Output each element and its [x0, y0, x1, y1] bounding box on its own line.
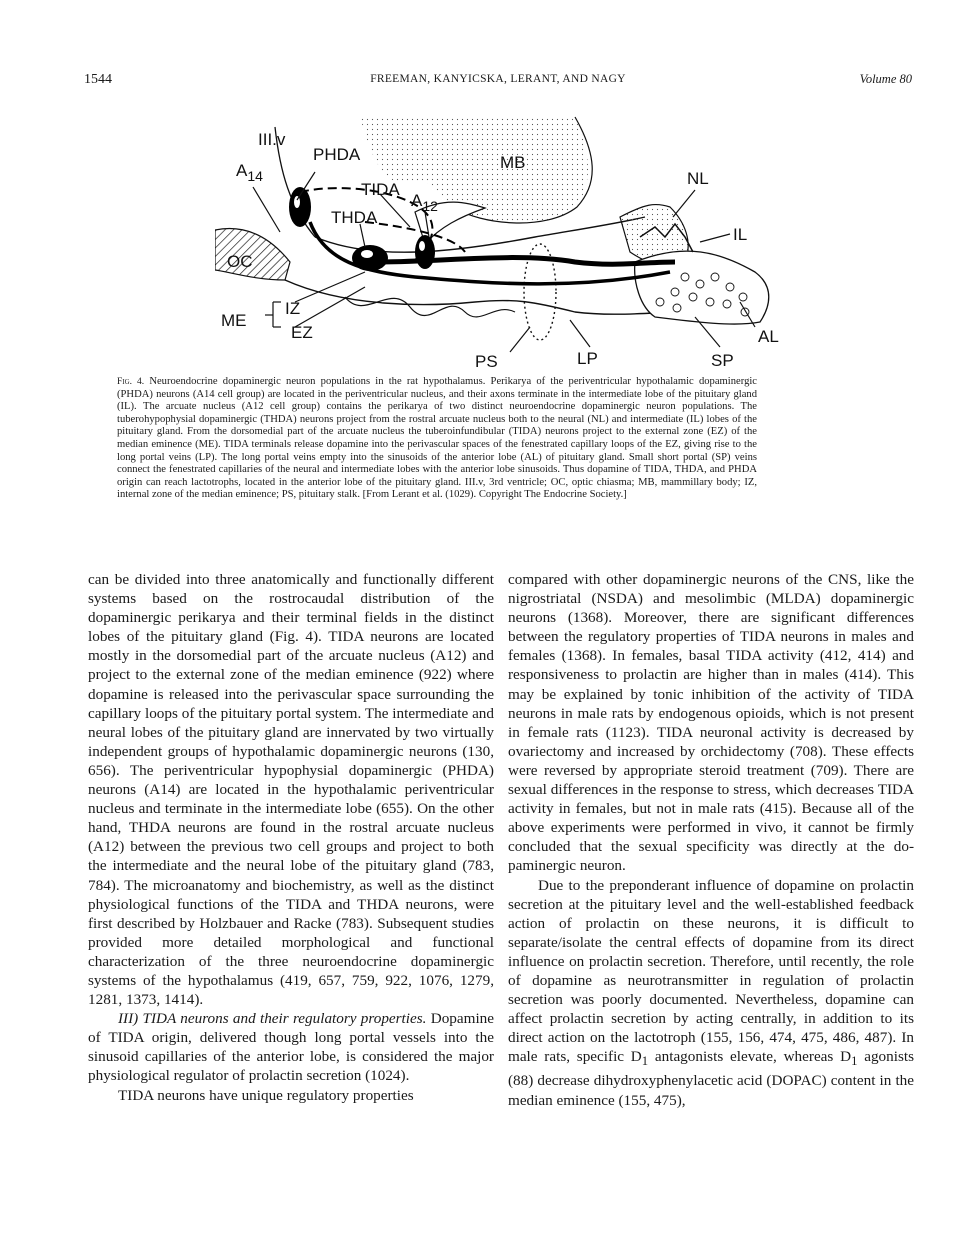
- label-lp: LP: [577, 349, 598, 368]
- label-oc: OC: [227, 252, 253, 271]
- label-al: AL: [758, 327, 779, 346]
- label-ez: EZ: [291, 323, 313, 342]
- figure-caption: [117, 376, 757, 502]
- running-head-volume: Volume 80: [859, 72, 912, 86]
- tida-neuron-highlight: [419, 241, 425, 251]
- label-thda: THDA: [331, 208, 378, 227]
- right-column: [508, 570, 914, 1110]
- label-sp: SP: [711, 351, 734, 370]
- label-iz: IZ: [285, 299, 301, 318]
- right-paragraph-2-c: agonists (88) decrease dihydroxyphenylacetic acid (DOPAC) content in the median eminence (155, 475),: [508, 1048, 914, 1109]
- thda-neuron: [352, 245, 388, 271]
- phda-neuron: [289, 187, 311, 227]
- left-column: [88, 570, 494, 1105]
- page-number: 1544: [84, 72, 112, 87]
- label-me: ME: [221, 311, 247, 330]
- subscript-1a: 1: [641, 1054, 649, 1069]
- subscript-1b: 1: [851, 1054, 858, 1069]
- label-a12: $A_{12}$: [411, 191, 438, 214]
- figure-4: [215, 112, 790, 374]
- portal-vessels: [345, 297, 515, 317]
- thda-neuron-highlight: [361, 250, 373, 258]
- right-paragraph-2-b: antagonists elevate, whereas D: [648, 1048, 852, 1066]
- left-paragraph-1: can be divided into three anatomically and functionally different systems based on the rostrocaudal distribution of the dopaminergic perikarya and their terminal fields in the distinct lobes of the pituitary gland (Fig. 4). TIDA neurons are located mostly in the dorsomedial part of the arcuate nucleus (A12) and project to the external zone of the median eminence (922) where dopamine is released into the perivascular space surrounding the capillary loops of the pituitary portal system. The intermediate and neural lobes of the pituitary gland are innervated by two virtually independent groups of hypothalamic dopaminergic neurons (130, 656). The periventricular hypophysial dopaminergic (PHDA) neurons (A14) are located in the hypothalamic periventricular nucleus and terminate in the intermediate lobe (655). On the other hand, THDA neurons are found in the rostral arcuate nucleus (A12) between the previous two cell groups and project to both the intermediate and the neural lobe of the pituitary gland (783, 784). The microanatomy and biochemistry, as well as the distinct physiological functions of the TIDA and THDA neurons, were first described by Holzbauer and Racke (783). Subsequent studies provided more detailed morphological and functional characterization of the three neuroendocrine dopaminergic systems of the hypothalamus (419, 657, 759, 922, 1076, 1279, 1281, 1373, 1414).: [88, 571, 494, 1009]
- hypothalamus-diagram: [215, 112, 790, 374]
- label-nl: NL: [687, 169, 709, 188]
- label-ps: PS: [475, 352, 498, 371]
- tida-neuron: [415, 235, 435, 269]
- label-phda: PHDA: [313, 145, 361, 164]
- right-paragraph-2-a: Due to the preponderant influence of dopamine on prolactin secretion at the pituitary level and the well-established feedback action of prolactin on these neurons, it is difficult to separate/isolate the central effects of dopamine from its direct influence on prolactin secretion. Therefore, until recently, the role of dopamine as neurotransmitter in regulation of prolactin secretion was poorly documented. Nevertheless, dopamine can affect prolactin secretion by acting centrally, in addition to its direct action on the lactotroph (155, 156, 474, 475, 486, 487). In male rats, specific D: [508, 876, 914, 1066]
- running-head: [84, 72, 912, 92]
- left-paragraph-2-text: Dopamine of TIDA origin, delivered though long portal vessels into the sinusoid capillaries of the anterior lobe, is considered the major physiological regulator of prolactin secretion (1024).: [88, 1010, 494, 1085]
- left-paragraph-3: TIDA neurons have unique regulatory properties: [118, 1086, 414, 1104]
- left-paragraph-2: [88, 1009, 494, 1085]
- right-paragraph-1: compared with other dopaminergic neurons of the CNS, like the nigrostriatal (NSDA) and mesolimbic (MLDA) dopaminergic neurons (1368). Moreover, there are significant differences between the regulatory properties of TIDA neurons in males and females (1368). In females, basal TIDA activity (412, 414) and responsiveness to prolactin are higher than in males (414). This may be explained by tonic inhibition of the activity of TIDA neurons in male rats by endogenous opioids, which is not present in female rats (1123). TIDA neuronal activity is decreased by ovariectomy and increased by orchidectomy (708). These effects were reversed by appropriate steroid treatment (709). There are sexual differences in the response to stress, which decreases TIDA activity in females, but not in male rats (415). Because all of the above experiments were performed in vivo, it cannot be firmly concluded that the sexual specificity was directly at the dopaminergic neuron.: [508, 571, 914, 875]
- label-mb: MB: [500, 153, 526, 172]
- caption-text: Neuroendocrine dopaminergic neuron populations in the rat hypothalamus. Perikarya of the periventricular hypothalamic dopaminergic (PHDA) neurons (A14 cell group) are located in the periventricular nucleus, and their axons terminate in the intermediate lobe of the pituitary gland (IL). The arcuate nucleus (A12 cell group) contains the perikarya of two distinct neuroendocrine dopaminergic neuron populations. The tuberohypophysial dopaminergic (THDA) neurons project from the rostral arcuate nucleus both to the neural (NL) and intermediate (IL) lobes of the pituitary gland. From the dorsomedial part of the arcuate nucleus the tuberoinfundibular (TIDA) neurons project to the external zone (EZ) of the median eminence (ME). TIDA terminals release dopamine into the perivascular spaces of the fenestrated capillary loops of the EZ, giving rise to the long portal veins (LP). The long portal veins empty into the sinusoids of the anterior lobe (AL) of pituitary gland. Small short portal (SP) veins connect the fenestrated capillaries of the neural and intermediate lobes with the anterior lobe sinusoids. Thus dopamine of TIDA, THDA, and PHDA origin can reach lactotrophs, located in the anterior lobe of the pituitary gland. III.v, 3rd ventricle; OC, optic chiasma; MB, mammillary body; IZ, internal zone of the median eminence; PS, pituitary stalk. [From Lerant et al. (1029). Copyright The Endocrine Society.]: [117, 376, 758, 501]
- label-a14: $A_{14}$: [236, 161, 263, 184]
- running-head-authors: FREEMAN, KANYICSKA, LERANT, AND NAGY: [370, 73, 626, 85]
- right-paragraph-2: [508, 876, 914, 1110]
- section-heading-tida: III) TIDA neurons and their regulatory properties.: [118, 1010, 427, 1028]
- label-iiiv: III.v: [258, 130, 286, 149]
- caption-fig-number: Fig. 4.: [117, 377, 145, 387]
- label-tida: TIDA: [361, 180, 400, 199]
- label-il: IL: [733, 225, 748, 244]
